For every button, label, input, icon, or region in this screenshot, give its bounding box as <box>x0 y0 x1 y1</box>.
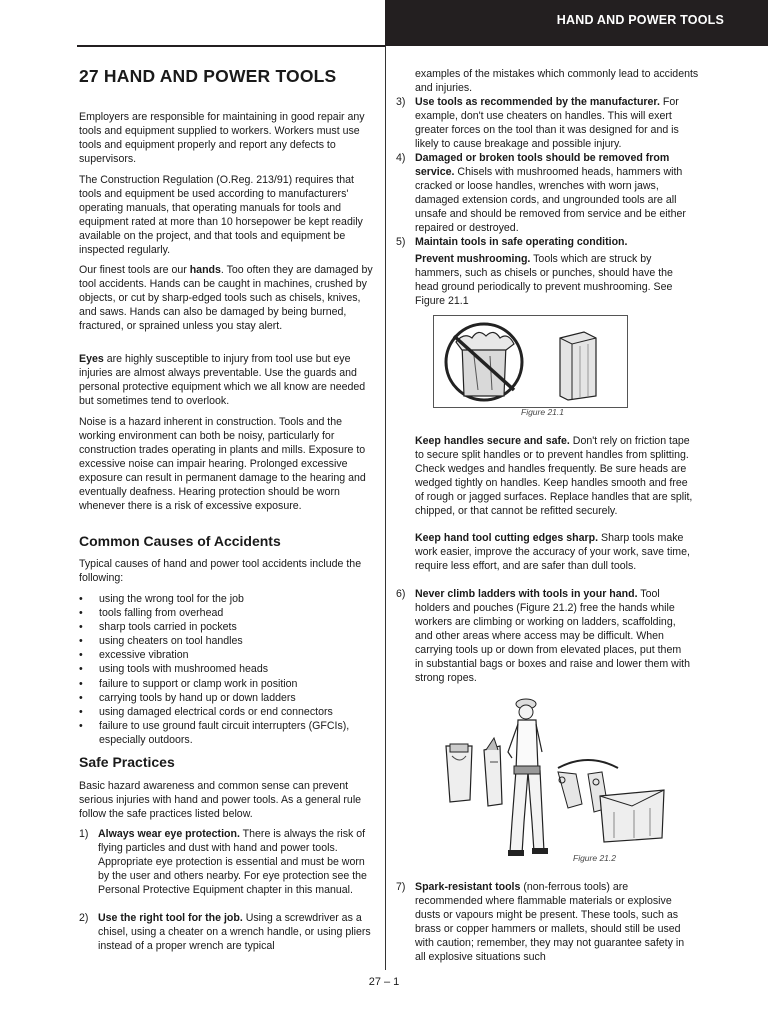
paragraph-heading: Keep hand tool cutting edges sharp. <box>415 532 599 544</box>
list-item: • sharp tools carried in pockets <box>79 620 375 634</box>
list-item: • using tools with mushroomed heads <box>79 662 375 676</box>
item-heading: Damaged or broken tools should be removed from service. <box>415 152 670 178</box>
eyes-paragraph <box>79 352 375 408</box>
causes-list <box>79 592 375 747</box>
noise-paragraph: Noise is a hazard inherent in construction. Tools and the working environment can both be noisy, particularly for construction trades operating in plants and mills. Exposure to excessive noise can impair hearing. Prolonged excessive exposure can result in permanent damage to the hearing and eventually deafness. Hearing protection should be worn whenever there is a risk of excessive exposure. <box>79 416 366 512</box>
hands-emphasis: hands <box>189 264 221 276</box>
safe-intro: Basic hazard awareness and common sense can prevent serious injuries with hand and power tools. As a general rule follow the safe practices listed below. <box>79 780 362 820</box>
text-span: Tools which are struck by hammers, such as chisels or punches, should have the head ground periodically to prevent mushrooming. See Figure 21.1 <box>415 253 673 307</box>
item-text <box>415 880 691 964</box>
item-text <box>98 827 374 897</box>
mushroomed-chisel-illustration <box>434 316 627 407</box>
figure-caption: Figure 21.2 <box>573 853 616 863</box>
text-span: Sharp tools make work easier, improve the accuracy of your work, save time, require less effort, and are safer than dull tools. <box>415 532 690 572</box>
handles-paragraph <box>415 434 699 518</box>
text-span: Don't rely on friction tape to secure split handles or to prevent handles from splitting. Check wedges and handles frequently. Be sure heads are wedged tightly on handles. Keep handles smooth and free of rough or jagged surfaces. Replace handles that are split, chipped, or that cannot be refitted securely. <box>415 435 693 517</box>
item-text <box>415 587 691 685</box>
paragraph-heading: Keep handles secure and safe. <box>415 435 570 447</box>
item-heading: Never climb ladders with tools in your hand. <box>415 588 638 600</box>
item-number: 1) <box>79 828 89 840</box>
item-heading: Maintain tools in safe operating condition. <box>415 236 628 248</box>
figure-21-1 <box>433 315 628 408</box>
mushrooming-paragraph <box>415 252 699 308</box>
item-heading: Use the right tool for the job. <box>98 912 243 924</box>
list-item: • tools falling from overhead <box>79 606 375 620</box>
item-number: 6) <box>396 588 406 600</box>
sharp-edges-paragraph <box>415 531 699 573</box>
running-header-title: HAND AND POWER TOOLS <box>556 13 724 27</box>
item-text <box>415 235 691 249</box>
paragraph-heading: Prevent mushrooming. <box>415 253 531 265</box>
item-text <box>98 911 374 953</box>
list-item: • using cheaters on tool handles <box>79 634 375 648</box>
intro-paragraph: Employers are responsible for maintaining in good repair any tools and equipment supplied to workers. Workers must use tools and equipment properly and report any defects to supervisors. <box>79 111 365 165</box>
text-span: Our finest tools are our <box>79 264 190 276</box>
list-item: • failure to use ground fault circuit interrupters (GFCIs), especially outdoors. <box>79 719 375 747</box>
regulation-paragraph: The Construction Regulation (O.Reg. 213/91) requires that tools and equipment be used according to manufacturers' operating manuals, that operating manuals for tools and equipment rated at more than 10 horsepower be kept readily available on the project, and that tools and equipment be inspected regularly. <box>79 174 363 256</box>
text-span: There is always the risk of flying particles and dust with hand and power tools. Appropriate eye protection is essential and must be worn by the user and others nearby. For eye protection see the Personal Protective Equipment chapter in this manual. <box>98 828 367 896</box>
text-span: Chisels with mushroomed heads, hammers with cracked or loose handles, wrenches with worn jaws, damaged extension cords, and ungrounded tools are all unsafe and should be removed from service and be either repaired or destroyed. <box>415 166 686 234</box>
header-rule <box>77 45 385 47</box>
page-number: 27 – 1 <box>368 976 400 988</box>
header-bar <box>385 0 768 46</box>
eyes-emphasis: Eyes <box>79 353 104 365</box>
item-text <box>415 95 691 151</box>
tool-holders-illustration <box>438 692 670 864</box>
item-number: 7) <box>396 881 406 893</box>
item-number: 5) <box>396 236 406 248</box>
item-heading: Use tools as recommended by the manufacturer. <box>415 96 660 108</box>
text-span: (non-ferrous tools) are recommended where flammable materials or explosive dusts or vapours might be present. These tools, such as brass or copper hammers or mallets, should still be used with caution; remember, they may not guarantee safety in all explosive situations such <box>415 881 685 963</box>
item-number: 3) <box>396 96 406 108</box>
figure-caption: Figure 21.1 <box>521 407 564 417</box>
text-span: For example, don't use cheaters on handles. This will exert greater forces on the tool than it was designed for and is likely to cause breakage and possible injury. <box>415 96 679 150</box>
list-item: • carrying tools by hand up or down ladders <box>79 691 375 705</box>
list-item: • excessive vibration <box>79 648 375 662</box>
text-span: Using a screwdriver as a chisel, using a cheater on a wrench handle, or using pliers instead of a proper wrench are typical <box>98 912 371 952</box>
text-span: Tool holders and pouches (Figure 21.2) free the hands while workers are climbing or working on ladders, scaffolding, and other areas where access may be difficult. When carrying tools up or down from elevated places, put them in substantial bags or boxes and raise and lower them with strong ropes. <box>415 588 691 684</box>
item-number: 4) <box>396 152 406 164</box>
continued-text: examples of the mistakes which commonly lead to accidents and injuries. <box>415 68 699 94</box>
item-text <box>415 151 691 235</box>
hands-paragraph <box>79 263 375 333</box>
figure-21-2 <box>438 692 670 864</box>
causes-intro: Typical causes of hand and power tool accidents include the following: <box>79 558 362 584</box>
list-item: • using damaged electrical cords or end connectors <box>79 705 375 719</box>
text-span: are highly susceptible to injury from tool use but eye injuries are almost always preventable. Use the guards and personal protective equipment which we all know are needed but sometimes tend to overlook. <box>79 353 366 407</box>
chapter-title: 27 HAND AND POWER TOOLS <box>79 66 337 86</box>
section-heading-safe-practices: Safe Practices <box>79 754 175 770</box>
item-heading: Spark-resistant tools <box>415 881 521 893</box>
item-heading: Always wear eye protection. <box>98 828 240 840</box>
section-heading-causes: Common Causes of Accidents <box>79 533 281 549</box>
text-span: . Too often they are damaged by tool accidents. Hands can be caught in machines, crushed by objects, or cut by sharp-edged tools such as chisels, knives, and saws. Hands can also be damaged by being burned, fractured, or sprained unless you stay alert. <box>79 264 373 332</box>
item-number: 2) <box>79 912 89 924</box>
list-item: • failure to support or clamp work in position <box>79 677 375 691</box>
list-item: • using the wrong tool for the job <box>79 592 375 606</box>
column-divider <box>385 46 386 970</box>
